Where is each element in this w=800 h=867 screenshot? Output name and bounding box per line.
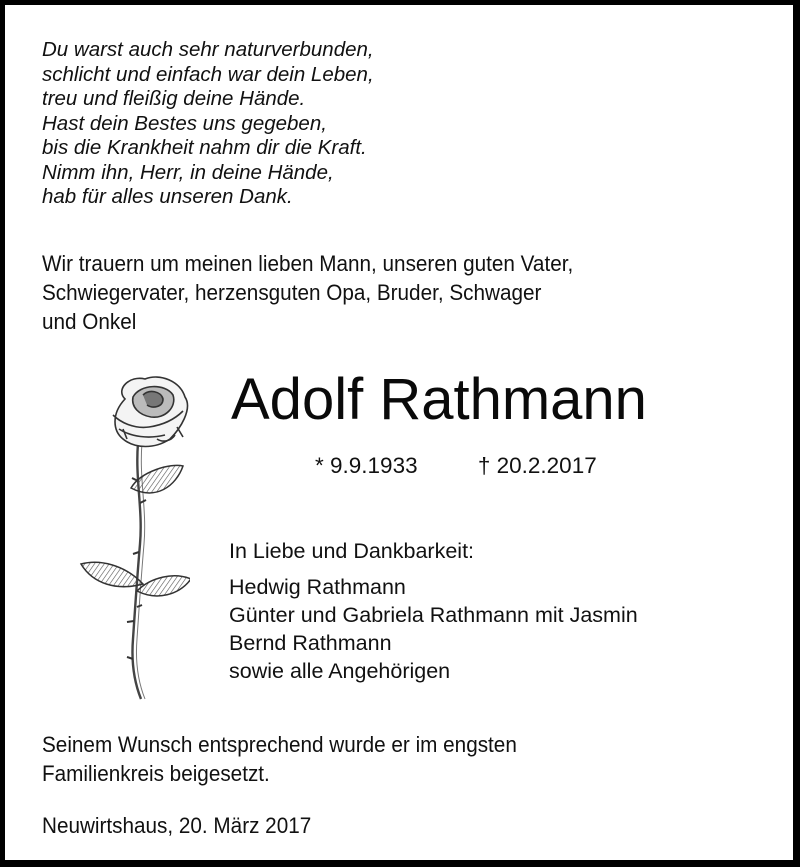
poem <box>42 38 374 210</box>
poem-line: schlicht und einfach war dein Leben, <box>42 62 374 86</box>
mourner-name: Hedwig Rathmann <box>229 575 406 599</box>
intro-line: Wir trauern um meinen lieben Mann, unseren guten Vater, <box>42 251 574 276</box>
burial-note <box>42 730 517 788</box>
poem-line: Hast dein Bestes uns gegeben, <box>42 111 327 135</box>
mourner-name: sowie alle Angehörigen <box>229 659 451 683</box>
mourner-name: Bernd Rathmann <box>229 631 392 655</box>
rose-icon <box>45 369 190 703</box>
intro-line: und Onkel <box>42 309 137 334</box>
mourners-heading: In Liebe und Dankbarkeit: <box>229 539 475 563</box>
place-and-date: Neuwirtshaus, 20. März 2017 <box>42 813 312 838</box>
mourner-name: Günter und Gabriela Rathmann mit Jasmin <box>229 603 638 627</box>
poem-line: hab für alles unseren Dank. <box>42 185 293 208</box>
deceased-name: Adolf Rathmann <box>231 367 647 432</box>
obituary-notice <box>5 5 793 860</box>
poem-line: bis die Krankheit nahm dir die Kraft. <box>42 136 367 159</box>
poem-line: Nimm ihn, Herr, in deine Hände, <box>42 160 334 184</box>
poem-line: Du warst auch sehr naturverbunden, <box>42 38 374 61</box>
intro-line: Schwiegervater, herzensguten Opa, Bruder, Schwager <box>42 280 542 305</box>
birth-date: * 9.9.1933 <box>315 453 418 478</box>
burial-note-line: Familienkreis beigesetzt. <box>42 761 270 786</box>
mourners-list <box>229 573 638 685</box>
life-dates <box>315 452 597 480</box>
mourning-intro <box>42 249 573 336</box>
poem-line: treu und fleißig deine Hände. <box>42 87 306 110</box>
death-date: † 20.2.2017 <box>477 453 597 478</box>
burial-note-line: Seinem Wunsch entsprechend wurde er im engsten <box>42 732 517 757</box>
